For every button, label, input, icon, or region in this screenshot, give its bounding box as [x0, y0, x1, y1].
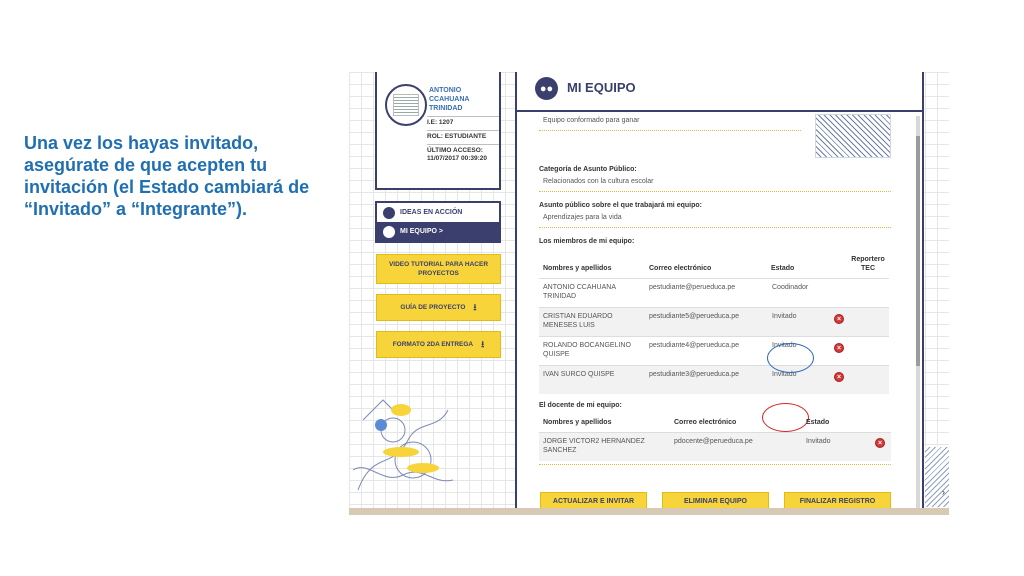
asunto-label: Asunto público sobre el que trabajará mi equipo: [539, 202, 702, 209]
equipo-value: Equipo conformado para ganar [543, 117, 640, 124]
left-sidebar [349, 72, 514, 515]
update-invite-button[interactable]: ACTUALIZAR E INVITAR [540, 492, 647, 510]
guia-proyecto-label: GUÍA DE PROYECTO [400, 304, 466, 311]
asunto-value: Aprendizajes para la vida [543, 214, 622, 221]
profile-name: ANTONIO CCAHUANA TRINIDAD [429, 87, 470, 112]
member-email: pestudiante@perueduca.pe [649, 284, 736, 291]
team-icon [383, 226, 395, 238]
categoria-value: Relacionados con la cultura escolar [543, 178, 654, 185]
formato-entrega-button[interactable] [376, 331, 501, 358]
divider [539, 227, 891, 228]
divider [539, 191, 891, 192]
teacher-col-email: Correo electrónico [674, 419, 737, 426]
member-status: Invitado [772, 342, 797, 349]
lightbulb-icon [383, 207, 395, 219]
menu-item-label: MI EQUIPO > [400, 228, 443, 235]
member-status: Invitado [772, 371, 797, 378]
teacher-status: Invitado [806, 438, 831, 445]
members-col-reportero: Reportero TEC [851, 256, 885, 272]
slide-caption: Una vez los hayas invitado, asegúrate de que acepten tu invitación (el Estado cambiará de “Invitado” a “Integrante”). [24, 133, 310, 219]
download-icon: ⭳ [481, 339, 485, 349]
scrollbar-thumb[interactable] [916, 136, 920, 366]
team-icon: ●● [535, 77, 558, 100]
menu-item-ideas[interactable] [377, 203, 499, 222]
divider [539, 130, 801, 131]
members-col-status: Estado [771, 265, 795, 272]
remove-member-icon[interactable]: × [834, 314, 844, 324]
video-tutorial-label: VIDEO TUTORIAL PARA HACER PROYECTOS [388, 261, 489, 277]
document-icon [393, 94, 419, 116]
member-email: pestudiante4@perueduca.pe [649, 342, 740, 349]
member-name: ANTONIO CCAHUANA TRINIDAD [543, 284, 616, 300]
table-row [539, 307, 889, 336]
member-name: ROLANDO BOCANGELINO QUISPE [543, 342, 631, 358]
member-status: Coodinador [772, 284, 809, 291]
divider [539, 464, 891, 465]
download-icon: ⭳ [473, 302, 477, 312]
table-row [539, 336, 889, 365]
teacher-section-label: El docente de mi equipo: [539, 402, 622, 409]
member-status: Invitado [772, 313, 797, 320]
guia-proyecto-button[interactable] [376, 294, 501, 321]
teacher-col-name: Nombres y apellidos [543, 419, 612, 426]
member-name: CRISTIAN EDUARDO MENESES LUIS [543, 313, 613, 329]
members-col-name: Nombres y apellidos [543, 265, 612, 272]
screenshot [349, 72, 949, 515]
categoria-label: Categoría de Asunto Público: [539, 166, 637, 173]
profile-last-access: ÚLTIMO ACCESO: 11/07/2017 00:39:20 [427, 144, 499, 163]
teacher-email: pdocente@perueduca.pe [674, 438, 753, 445]
remove-teacher-icon[interactable]: × [875, 438, 885, 448]
bottom-strip [349, 508, 949, 515]
menu-item-mi-equipo[interactable] [377, 222, 499, 241]
teacher-col-status: Estado [806, 419, 830, 426]
member-email: pestudiante3@perueduca.pe [649, 371, 740, 378]
table-row [539, 278, 889, 307]
profile-card [375, 72, 501, 190]
page-title: MI EQUIPO [567, 80, 636, 95]
decorative-illustration [925, 447, 949, 507]
avatar [385, 84, 427, 126]
highlight-circle-blue [767, 343, 814, 373]
finish-register-button[interactable]: FINALIZAR REGISTRO [784, 492, 891, 510]
chevron-right-icon[interactable]: › [942, 487, 945, 497]
scrollbar[interactable] [916, 116, 920, 508]
main-panel [515, 72, 924, 515]
video-tutorial-button[interactable] [376, 254, 501, 284]
teacher-name: JORGE VICTOR2 HERNANDEZ SANCHEZ [543, 438, 645, 454]
table-row [539, 432, 891, 461]
profile-ie: I.E: 1207 [427, 116, 499, 127]
members-section-label: Los miembros de mi equipo: [539, 238, 635, 245]
members-col-email: Correo electrónico [649, 265, 712, 272]
remove-member-icon[interactable]: × [834, 372, 844, 382]
member-email: pestudiante5@perueduca.pe [649, 313, 740, 320]
remove-member-icon[interactable]: × [834, 343, 844, 353]
formato-entrega-label: FORMATO 2DA ENTREGA [392, 341, 474, 348]
highlight-circle-red [762, 403, 809, 432]
member-name: IVAN SURCO QUISPE [543, 371, 615, 378]
delete-team-button[interactable]: ELIMINAR EQUIPO [662, 492, 769, 510]
mascot-illustration [353, 390, 453, 500]
team-image [815, 114, 891, 158]
profile-role: ROL: ESTUDIANTE [427, 130, 499, 141]
sidebar-menu [375, 201, 501, 243]
panel-header [517, 72, 922, 112]
table-row [539, 365, 889, 394]
menu-item-label: IDEAS EN ACCIÓN [400, 209, 463, 216]
